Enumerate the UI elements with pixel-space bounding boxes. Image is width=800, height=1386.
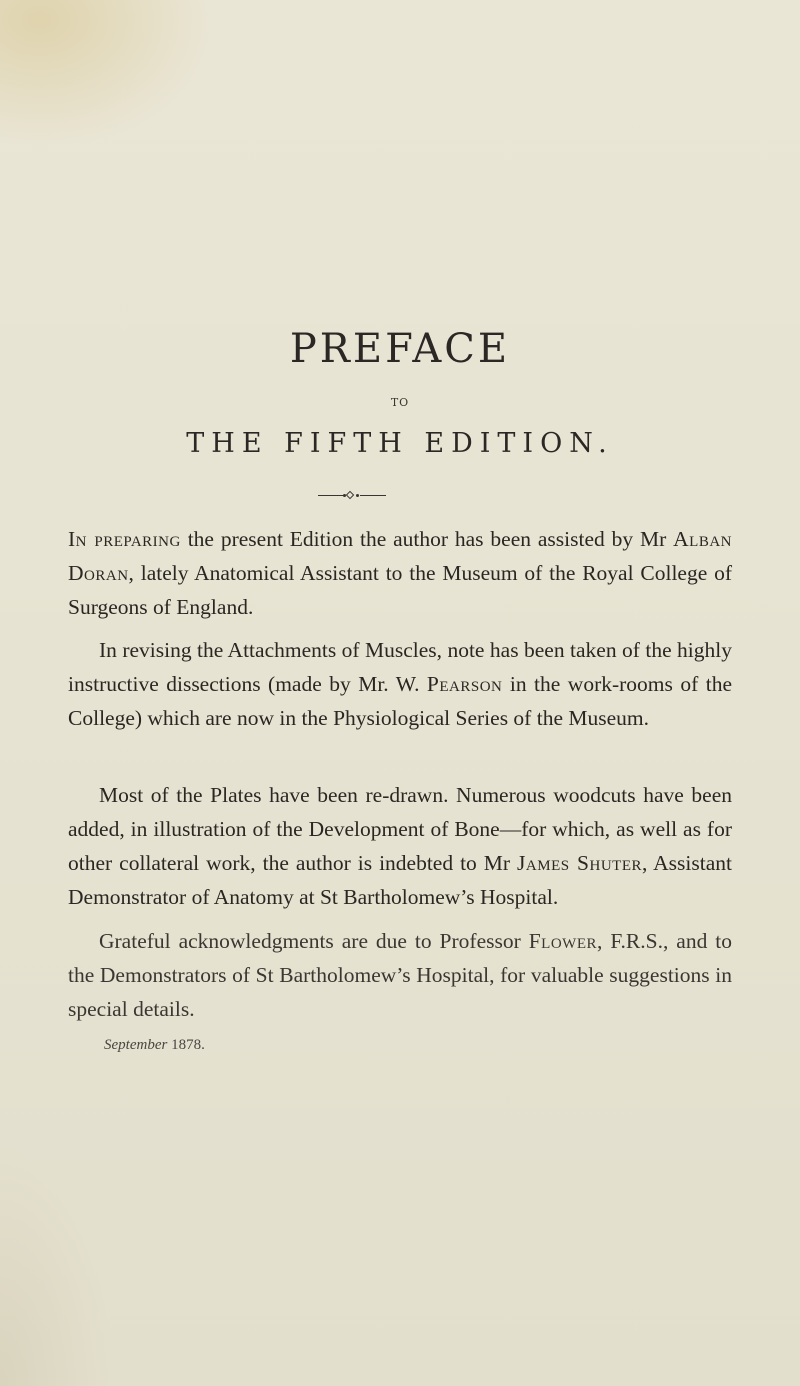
edition-heading: THE FIFTH EDITION. bbox=[186, 428, 614, 459]
date-year: 1878. bbox=[171, 1037, 205, 1053]
paragraph-text: , F.R.S., and to the Demonstrators of St Bartholomew’s Hospital, for valuable suggestions in special details. bbox=[68, 929, 732, 1021]
ornament-diamond-icon bbox=[346, 491, 354, 499]
paragraph-3 bbox=[68, 778, 732, 914]
date-month: September bbox=[104, 1037, 168, 1053]
paragraph-1 bbox=[68, 522, 732, 624]
person-name: James Shuter bbox=[517, 851, 642, 875]
person-name: Pearson bbox=[426, 672, 503, 696]
subtitle-to: TO bbox=[390, 396, 410, 409]
ornament-line-left bbox=[318, 495, 344, 496]
divider-ornament bbox=[318, 493, 388, 499]
paragraph-2 bbox=[68, 633, 732, 735]
paragraph-text: the present Edition the author has been assisted by Mr bbox=[180, 527, 674, 551]
preface-date bbox=[104, 1037, 205, 1054]
paragraph-4 bbox=[68, 924, 732, 1026]
paragraph-text: Most of the Plates have been re-drawn. Numerous woodcuts have been added, in illustration of the Development of Bone—for which, as well as for other collateral work, the author is indebted to Mr bbox=[68, 783, 732, 875]
paragraph-lead: In preparing bbox=[68, 527, 181, 551]
ornament-line-right bbox=[360, 495, 386, 496]
paragraph-text: , Assistant Demonstrator of Anatomy at St Bartholomew’s Hospital. bbox=[68, 851, 733, 909]
paragraph-text: In revising the Attachments of Muscles, note has been taken of the highly instructive dissections (made by Mr. W. bbox=[68, 638, 732, 696]
paragraph-text: , lately Anatomical Assistant to the Museum of the Royal College of Surgeons of England. bbox=[68, 561, 732, 619]
person-name: Alban Doran bbox=[68, 527, 732, 585]
ornament-dot-right bbox=[356, 494, 359, 497]
person-name: Flower bbox=[528, 929, 597, 953]
paragraph-text: in the work-rooms of the College) which are now in the Physiological Series of the Museum. bbox=[68, 672, 732, 730]
paragraph-text: Grateful acknowledgments are due to Professor bbox=[99, 929, 529, 953]
page-title: PREFACE bbox=[289, 326, 511, 372]
